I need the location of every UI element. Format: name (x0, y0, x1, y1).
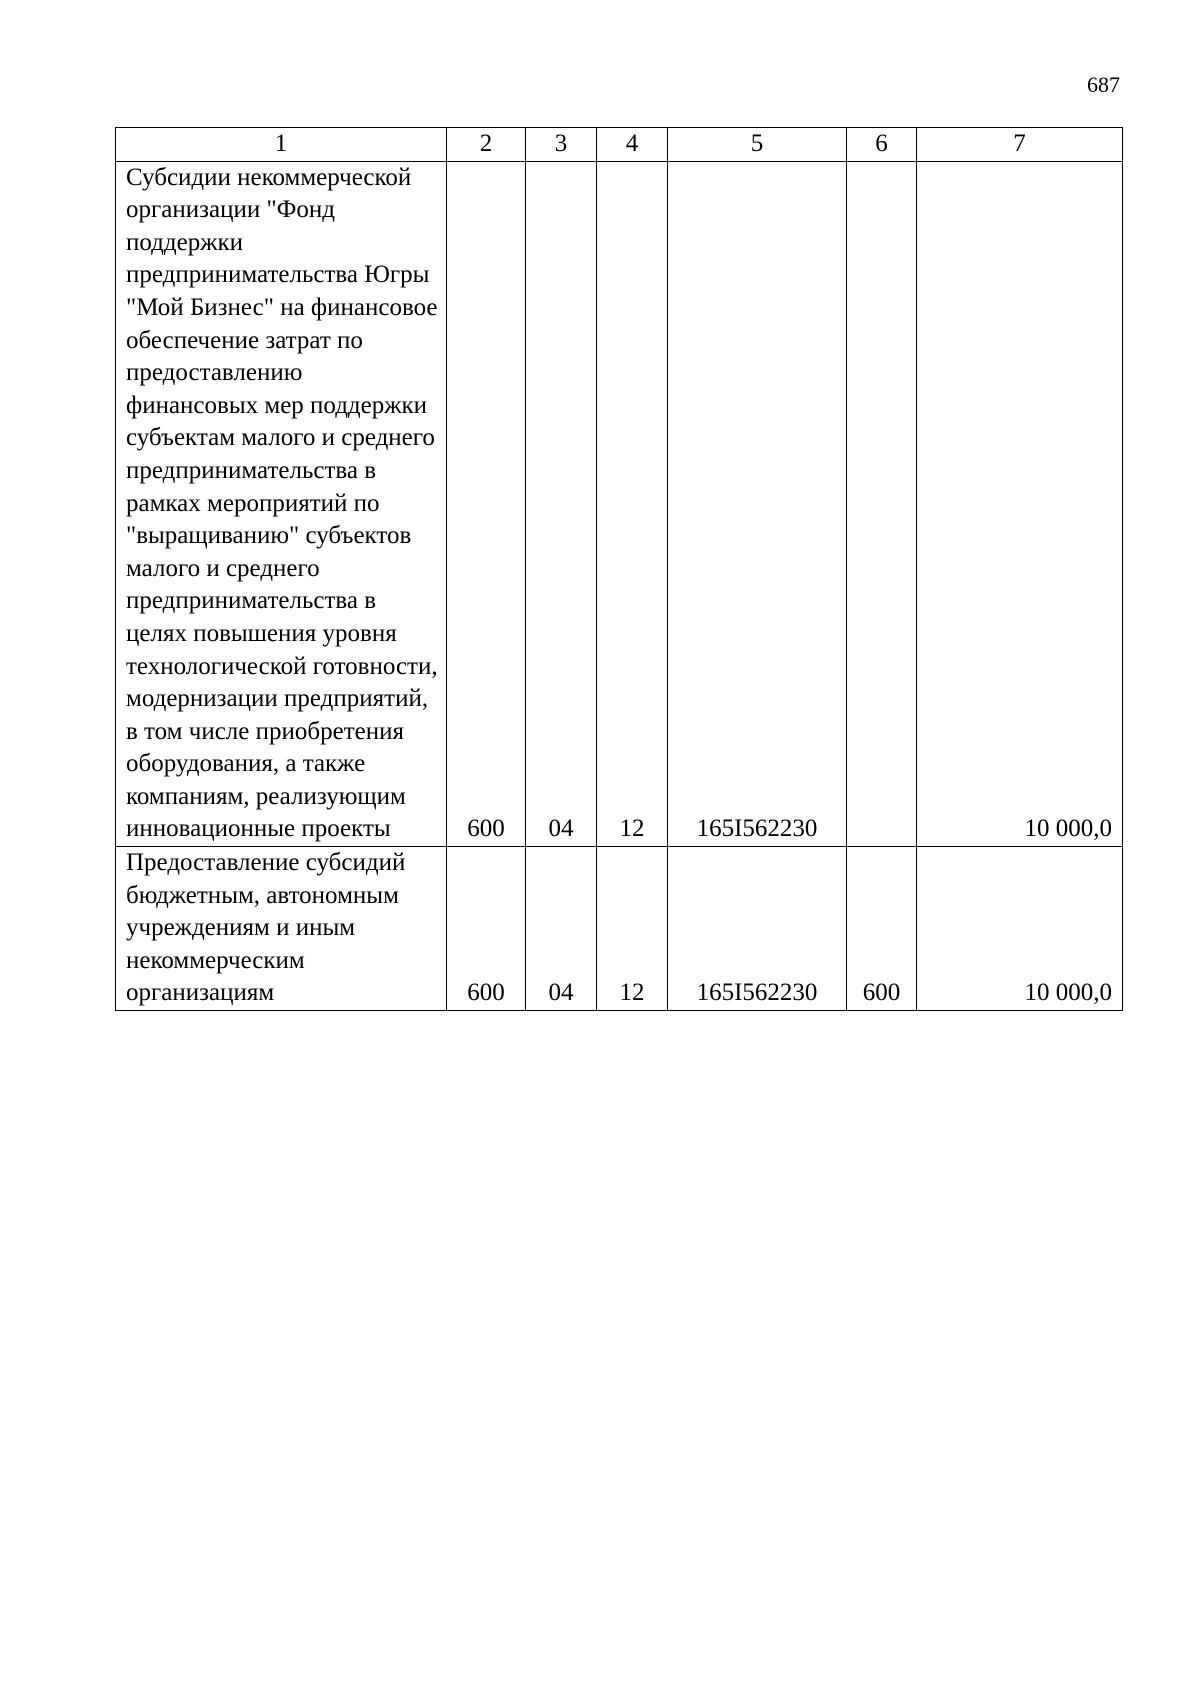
table-row (116, 847, 1123, 1011)
cell-col4: 12 (597, 161, 668, 846)
table-row (116, 161, 1123, 846)
cell-amount: 10 000,0 (917, 161, 1123, 846)
cell-col6 (847, 161, 917, 846)
cell-col2: 600 (447, 847, 526, 1011)
column-header-7: 7 (917, 128, 1123, 162)
column-header-1: 1 (116, 128, 447, 162)
cell-col5: 165I562230 (668, 161, 847, 846)
cell-col3: 04 (526, 847, 597, 1011)
cell-col6: 600 (847, 847, 917, 1011)
cell-col4: 12 (597, 847, 668, 1011)
header-row (116, 128, 1123, 162)
row-description: Субсидии некоммерческой организации "Фонд поддержки предпринимательства Югры "Мой Бизнес" на финансовое обеспечение затрат по предоставлению финансовых мер поддержки субъектам малого и среднего предпринимательства в рамках мероприятий по "выращиванию" субъектов малого и среднего предпринимательства в целях повышения уровня технологической готовности, модернизации предприятий, в том числе приобретения оборудования, а также компаниям, реализующим инновационные проекты (116, 161, 447, 846)
cell-amount: 10 000,0 (917, 847, 1123, 1011)
column-header-2: 2 (447, 128, 526, 162)
row-description: Предоставление субсидий бюджетным, автономным учреждениям и иным некоммерческим организациям (116, 847, 447, 1011)
column-header-4: 4 (597, 128, 668, 162)
budget-table (115, 127, 1123, 1011)
column-header-3: 3 (526, 128, 597, 162)
cell-col2: 600 (447, 161, 526, 846)
cell-col3: 04 (526, 161, 597, 846)
column-header-6: 6 (847, 128, 917, 162)
page-number: 687 (1087, 72, 1120, 97)
column-header-5: 5 (668, 128, 847, 162)
cell-col5: 165I562230 (668, 847, 847, 1011)
